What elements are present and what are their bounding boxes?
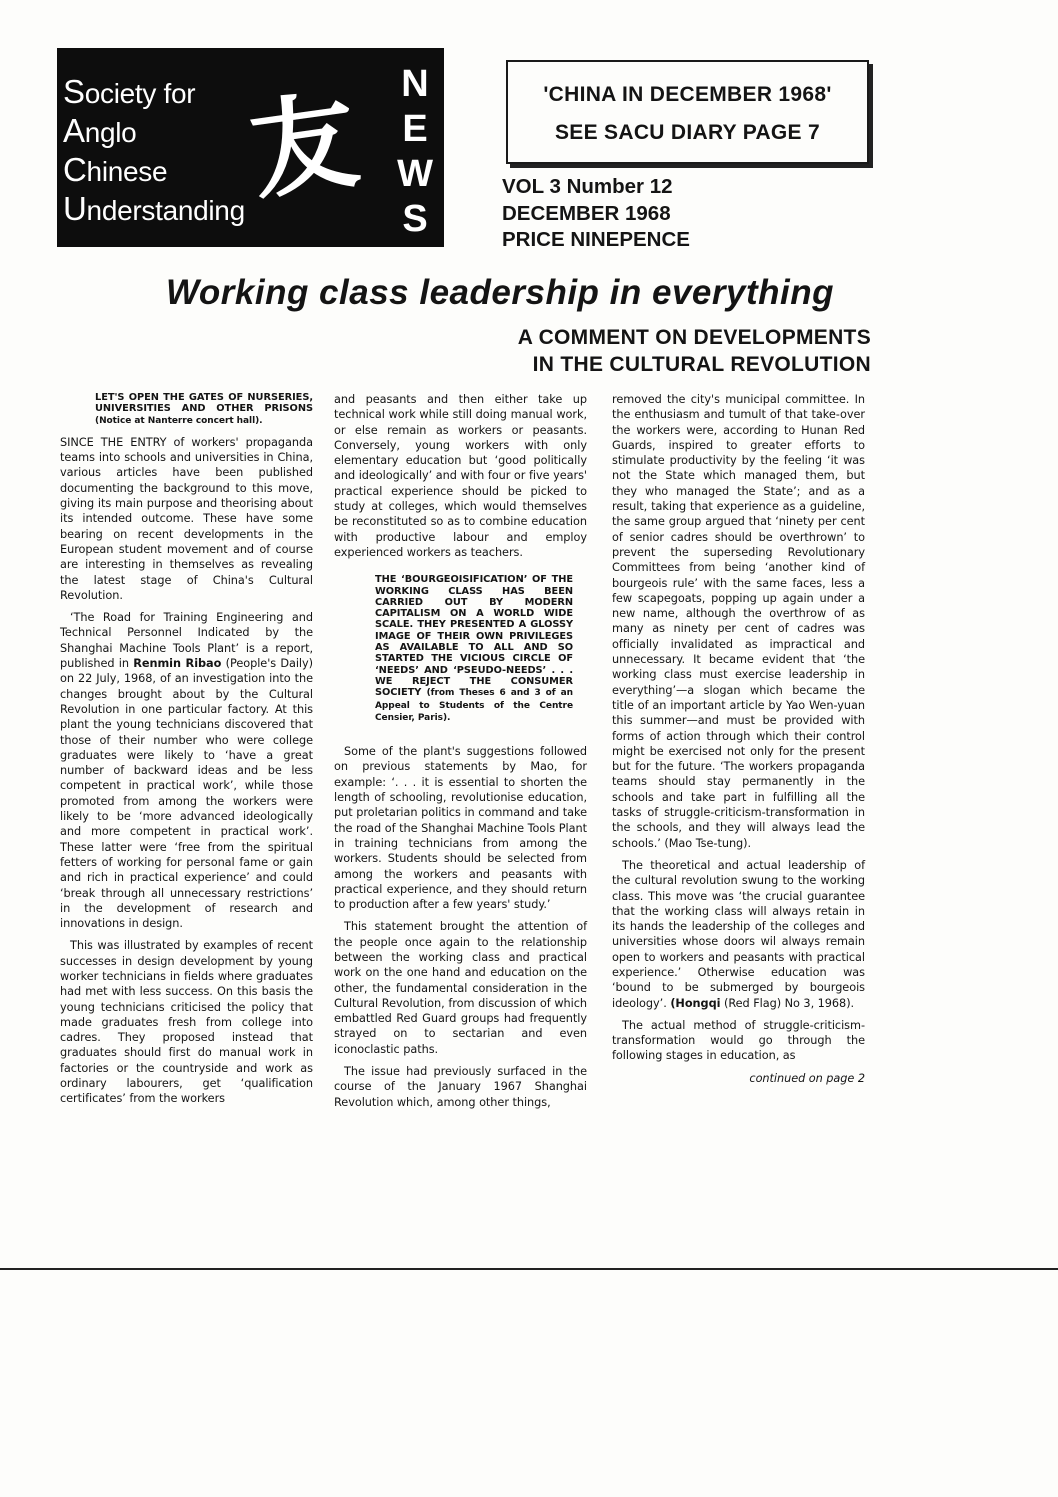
subheadline-line: IN THE CULTURAL REVOLUTION [532,353,871,376]
issue-info [502,174,690,254]
paragraph: and peasants and then either take up technical work while still doing manual work, or else remain as workers or peasants. Conversely, young workers with only elementary education but ‘good politically and ideologically’ and with four or five years' practical experience should be picked to study at colleges, which would themselves be reconstituted so as to combine education with productive labour and employ experienced workers as teachers. [334,393,587,559]
issue-date: DECEMBER 1968 [502,201,671,225]
paragraph: This was illustrated by examples of recent successes in design development by young worker technicians in fields where graduates had met with less success. On this basis the young technicians criticised the policy that made graduates fresh from college into cadres. They proposed instead that graduates should first do manual work in factories or the countryside and work as ordinary labourers, get ‘qualification certificates’ from the workers [60,939,313,1106]
volume-number: VOL 3 Number 12 [502,175,673,198]
subheadline [351,324,871,378]
pull-quote: LET'S OPEN THE GATES OF NURSERIES, UNIVERSITIES AND OTHER PRISONS (Notice at Nanterre concert hall). [95,392,313,426]
news-letter: S [402,198,428,240]
news-letter: N [401,63,429,105]
paragraph: This statement brought the attention of the people once again to the relationship between the working class and practical work on the one hand and education on the other, the fundamental consideration in the Cultural Revolution, from discussion of which embattled Red Guard groups had frequently strayed on to sectarian and even iconoclastic paths. [334,920,587,1056]
quote-source: (from Theses 6 and 3 of an Appeal to Students of the Centre Censier, Paris). [375,688,573,723]
paragraph: Some of the plant's suggestions followed on previous statements by Mao, for example: ‘. . . it is essential to shorten the length of schooling, revolutionise education, put proletarian politics in command and take the road of the Shanghai Machine Tools Plant in training technicians from among the workers. Students should be selected from among the workers and peasants with practical experience, and they should return to production after a few years' study.’ [334,745,587,912]
article-column-2 [334,392,587,1117]
quote-source: (Notice at Nanterre concert hall). [95,415,263,426]
publication-name: Renmin Ribao [133,657,222,671]
society-name-line: Chinese [63,151,168,188]
society-name [63,73,245,229]
page-bottom-rule [0,1268,1058,1270]
headline: Working class leadership in everything [165,273,834,312]
publication-name: (Hongqi [670,996,721,1010]
news-letter: E [402,108,428,150]
issue-price: PRICE NINEPENCE [502,228,690,251]
friendship-character-logo: 友 [242,76,366,215]
article-column-3 [612,392,865,1093]
paragraph: The actual method of struggle-criticism-transformation would go through the following stages in education, as [612,1018,865,1063]
society-name-line: Understanding [63,190,245,227]
paragraph: SINCE THE ENTRY of workers' propaganda teams into schools and universities in China, various articles have been published documenting the background to this move, giving its main purpose and theorising about its intended outcome. These have some bearing on recent developments in the European student movement and of course are interesting in themselves as revealing the latest stage of China's Cultural Revolution. [60,435,313,602]
notice-line-1: 'CHINA IN DECEMBER 1968' [543,83,832,106]
diary-notice-box [506,60,869,164]
news-letter: W [397,153,433,195]
continued-link[interactable]: continued on page 2 [749,1071,865,1085]
pull-quote: THE ‘BOURGEOISIFICATION’ OF THE WORKING CLASS HAS BEEN CARRIED OUT BY MODERN CAPITALISM ON A WORLD WIDE SCALE. THEY PRESENTED A GLOSSY IMAGE OF THEIR OWN PRIVILEGES AS AVAILABLE TO ALL AND SO STARTED THE VICIOUS CIRCLE OF ‘NEEDS’ AND ‘PSEUDO-NEEDS’ . . . WE REJECT THE CONSUMER SOCIETY (from Theses 6 and 3 of an Appeal to Students of the Centre Censier, Paris). [375,574,573,723]
paragraph: ‘The Road for Training Engineering and Technical Personnel Indicated by the Shanghai Machine Tools Plant’ is a report, published in Renmin Ribao (People's Daily) on 22 July, 1968, of an investigation into the changes brought about by the Cultural Revolution in one particular factory. At this plant the young technicians discovered that those of their number who were college graduates were likely to ‘have a great number of backward ideas and be less competent in practical work’, while those promoted from among the workers were likely to be ‘more advanced ideologically and more competent in practical work’. These latter were ‘free from the spiritual fetters of working for personal fame or gain and rich in practical experience’ and could ‘break through all unnecessary restrictions’ in the development of research and innovations in design. [60,611,314,931]
news-vertical-title [393,62,437,242]
society-name-line: Anglo [63,112,137,149]
society-name-line: Society for [63,73,196,110]
paragraph: removed the city's municipal committee. In the enthusiasm and tumult of that take-over the workers were, according to Hunan Red Guards, inspired to greater efforts to stimulate productivity by the feeling ‘it was not the State which managed them, but they who managed the State’; and as a result, taking that experience as a guideline, the same group argued that ‘ninety per cent of senior cadres should be overthrown’ to prevent the superseding Revolutionary Committees from being ‘another kind of bourgeois rule’ with the same faces, less a few scapegoats, popping up again under a new name, although the overthrow of as many as ninety per cent of cadres was officially invalidated as impractical and unnecessary. It became evident that ‘the working class must exercise leadership in everything’—a slogan which became the title of an important article by Yao Wen-yuan this summer—and must be provided with forms of action through which their control might be exercised not only for the present but for the future. ‘The workers propaganda teams should stay permanently in the schools and take part in fulfilling all the tasks of struggle-criticism-transformation in the schools, and they will always lead the schools.’ (Mao Tse-tung). [612,393,865,850]
article-column-1 [60,392,313,1114]
subheadline-line: A COMMENT ON DEVELOPMENTS [517,326,871,349]
notice-line-2: SEE SACU DIARY PAGE 7 [555,121,820,144]
paragraph: The theoretical and actual leadership of the cultural revolution swung to the working class. This move was ‘the crucial guarantee that the working class will always retain in its hands the leadership of the colleges and universities whose doors wil always remain open to workers and peasants with practical experience.’ Otherwise education was ‘bound to be submerged by bourgeois ideology’. (Hongqi (Red Flag) No 3, 1968). [612,858,865,1010]
paragraph: The issue had previously surfaced in the course of the January 1967 Shanghai Revolution which, among other things, [334,1065,587,1109]
masthead [57,48,444,247]
